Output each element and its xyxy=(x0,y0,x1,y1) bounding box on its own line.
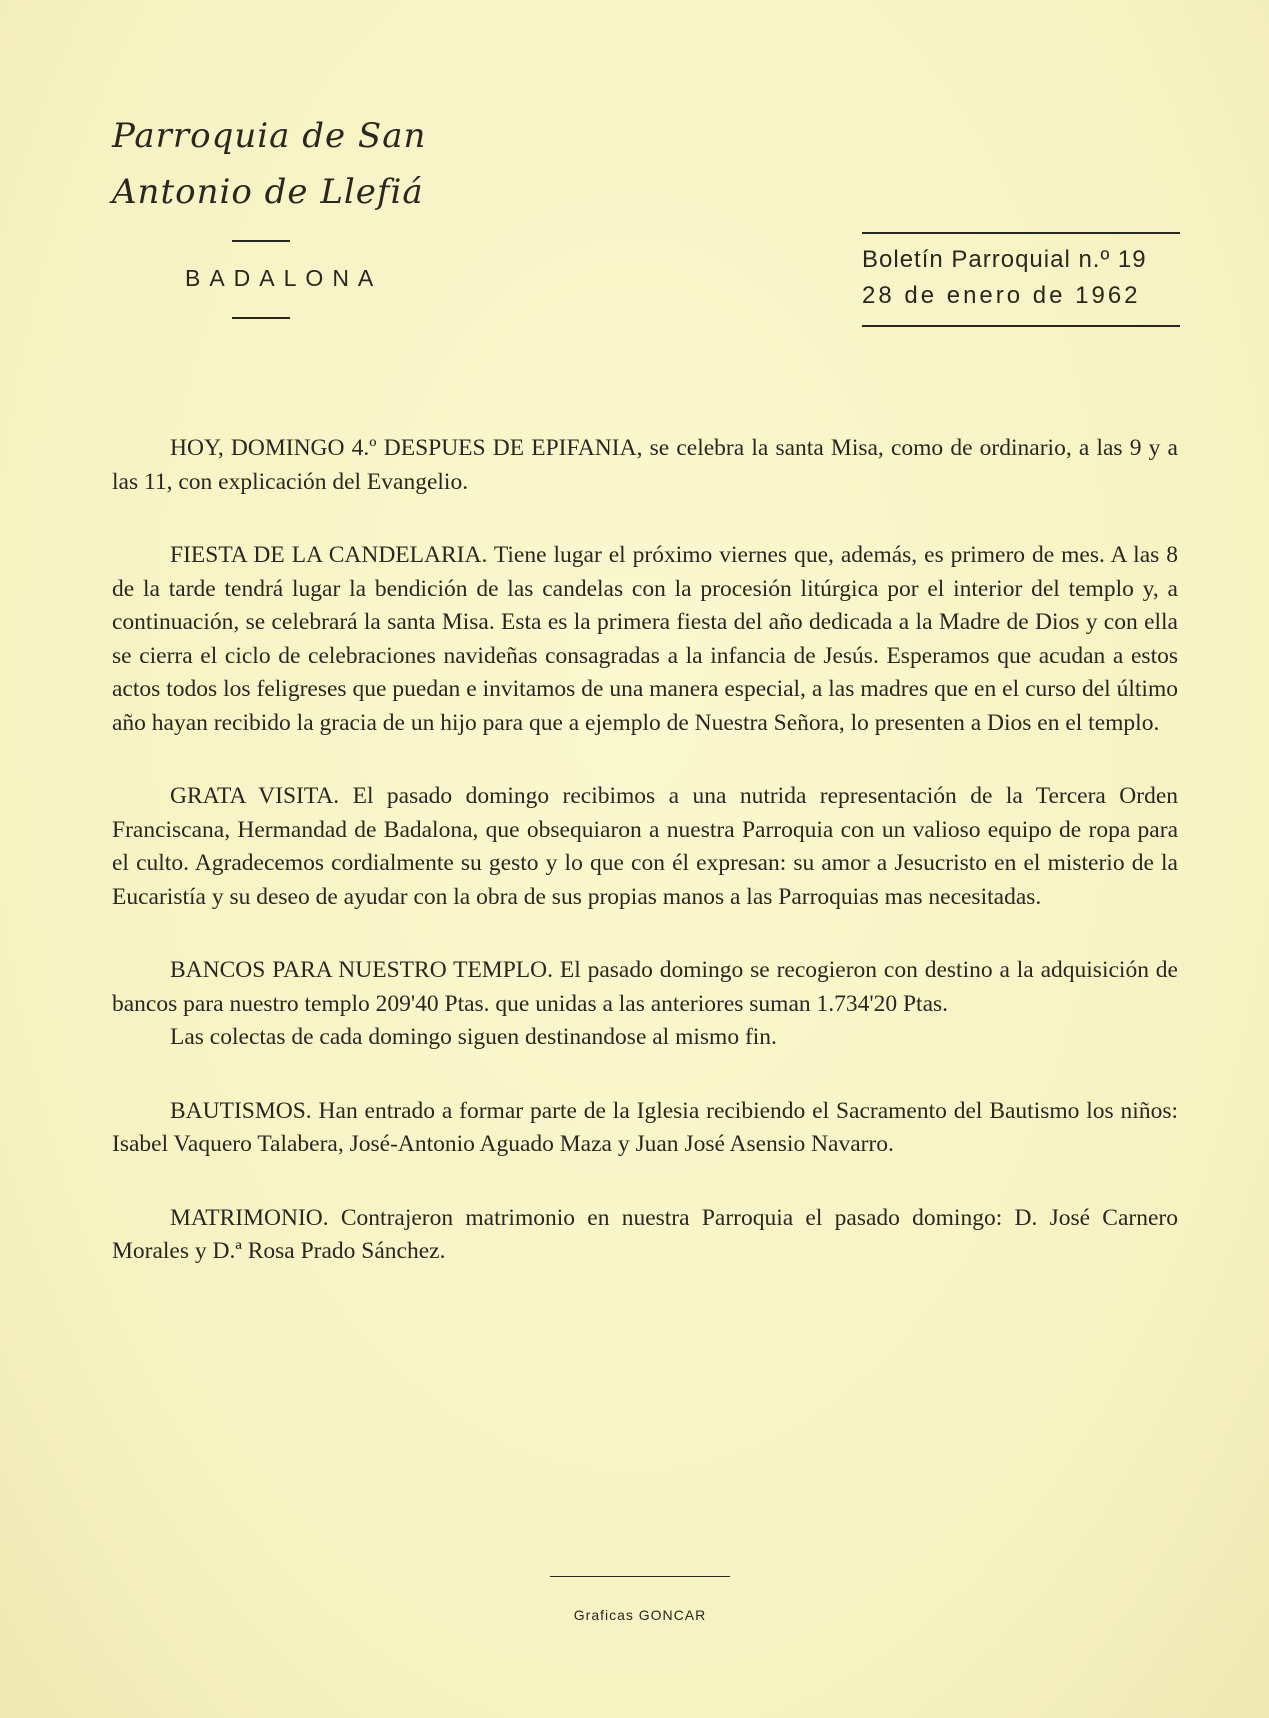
city-name: BADALONA xyxy=(185,265,383,291)
parish-name-line-1: Parroquia de San xyxy=(112,116,427,156)
section-text: Han entrado a formar parte de la Iglesia recibiendo el Sacramento del Bautismo los niños: Isabel Vaquero Talabera, José-Antonio Aguado Maza y Juan José Asensio Navarro. xyxy=(112,1097,1178,1157)
section-baptisms xyxy=(112,1095,1178,1162)
section-heading: MATRIMONIO. xyxy=(170,1204,329,1231)
section-heading: FIESTA DE LA CANDELARIA. xyxy=(170,542,488,568)
bulletin-rule-bottom xyxy=(862,325,1180,327)
parish-name-line-2: Antonio de Llefiá xyxy=(112,172,424,212)
bulletin-body xyxy=(112,432,1178,1269)
section-candelaria xyxy=(112,539,1178,740)
printer-credit: Graficas GONCAR xyxy=(573,1607,707,1623)
section-marriage xyxy=(112,1202,1178,1269)
section-heading: HOY, DOMINGO 4.º DESPUES DE EPIFANIA, xyxy=(170,435,643,461)
bulletin-date: 28 de enero de 1962 xyxy=(862,282,1141,309)
bulletin-rule-top xyxy=(862,232,1180,234)
printer-rule xyxy=(550,1576,730,1577)
section-heading: BANCOS PARA NUESTRO TEMPLO. xyxy=(170,957,553,983)
section-text: El pasado domingo se recogieron con destino a la adquisición de bancos para nuestro templo 209'40 Ptas. que unidas a las anteriores suman 1.734'20 Ptas. xyxy=(112,957,1178,1017)
section-text: se celebra la santa Misa, como de ordinario, a las 9 y a las 11, con explicación del Evangelio. xyxy=(112,435,1178,495)
section-visit xyxy=(112,780,1178,914)
section-heading: BAUTISMOS. xyxy=(170,1097,312,1124)
bulletin-number: Boletín Parroquial n.º 19 xyxy=(862,246,1147,273)
section-text: Tiene lugar el próximo viernes que, además, es primero de mes. A las 8 de la tarde tendrá lugar la bendición de las candelas con la procesión litúrgica por el interior del templo y, a continuación, se celebrará la santa Misa. Esta es la primera fiesta del año dedicada a la Madre de Dios y con ella se cierra el ciclo de celebraciones navideñas consagradas a la infancia de Jesús. Esperamos que acudan a estos actos todos los feligreses que puedan e invitamos de una manera especial, a las madres que en el curso del último año hayan recibido la gracia de un hijo para que a ejemplo de Nuestra Señora, lo presenten a Dios en el templo. xyxy=(112,542,1178,736)
section-text: Contrajeron matrimonio en nuestra Parroquia el pasado domingo: D. José Carnero Morales y D.ª Rosa Prado Sánchez. xyxy=(112,1204,1178,1264)
section-pews-extra: Las colectas de cada domingo siguen destinandose al mismo fin. xyxy=(170,1024,777,1050)
bulletin-info xyxy=(862,244,1180,316)
section-pews xyxy=(112,954,1178,1021)
section-mass xyxy=(112,432,1178,499)
city-rule-bottom xyxy=(232,317,290,319)
section-heading: GRATA VISITA. xyxy=(170,783,340,809)
section-text: El pasado domingo recibimos a una nutrida representación de la Tercera Orden Franciscana, Hermandad de Badalona, que obsequiaron a nuestra Parroquia con un valioso equipo de ropa para el culto. Agradecemos cordialmente su gesto y lo que con él expresan: su amor a Jesucristo en el misterio de la Eucaristía y su deseo de ayudar con la obra de sus propias manos a las Parroquias mas necesitadas. xyxy=(112,783,1179,910)
parish-name xyxy=(112,108,472,220)
city-rule-top xyxy=(232,240,290,242)
